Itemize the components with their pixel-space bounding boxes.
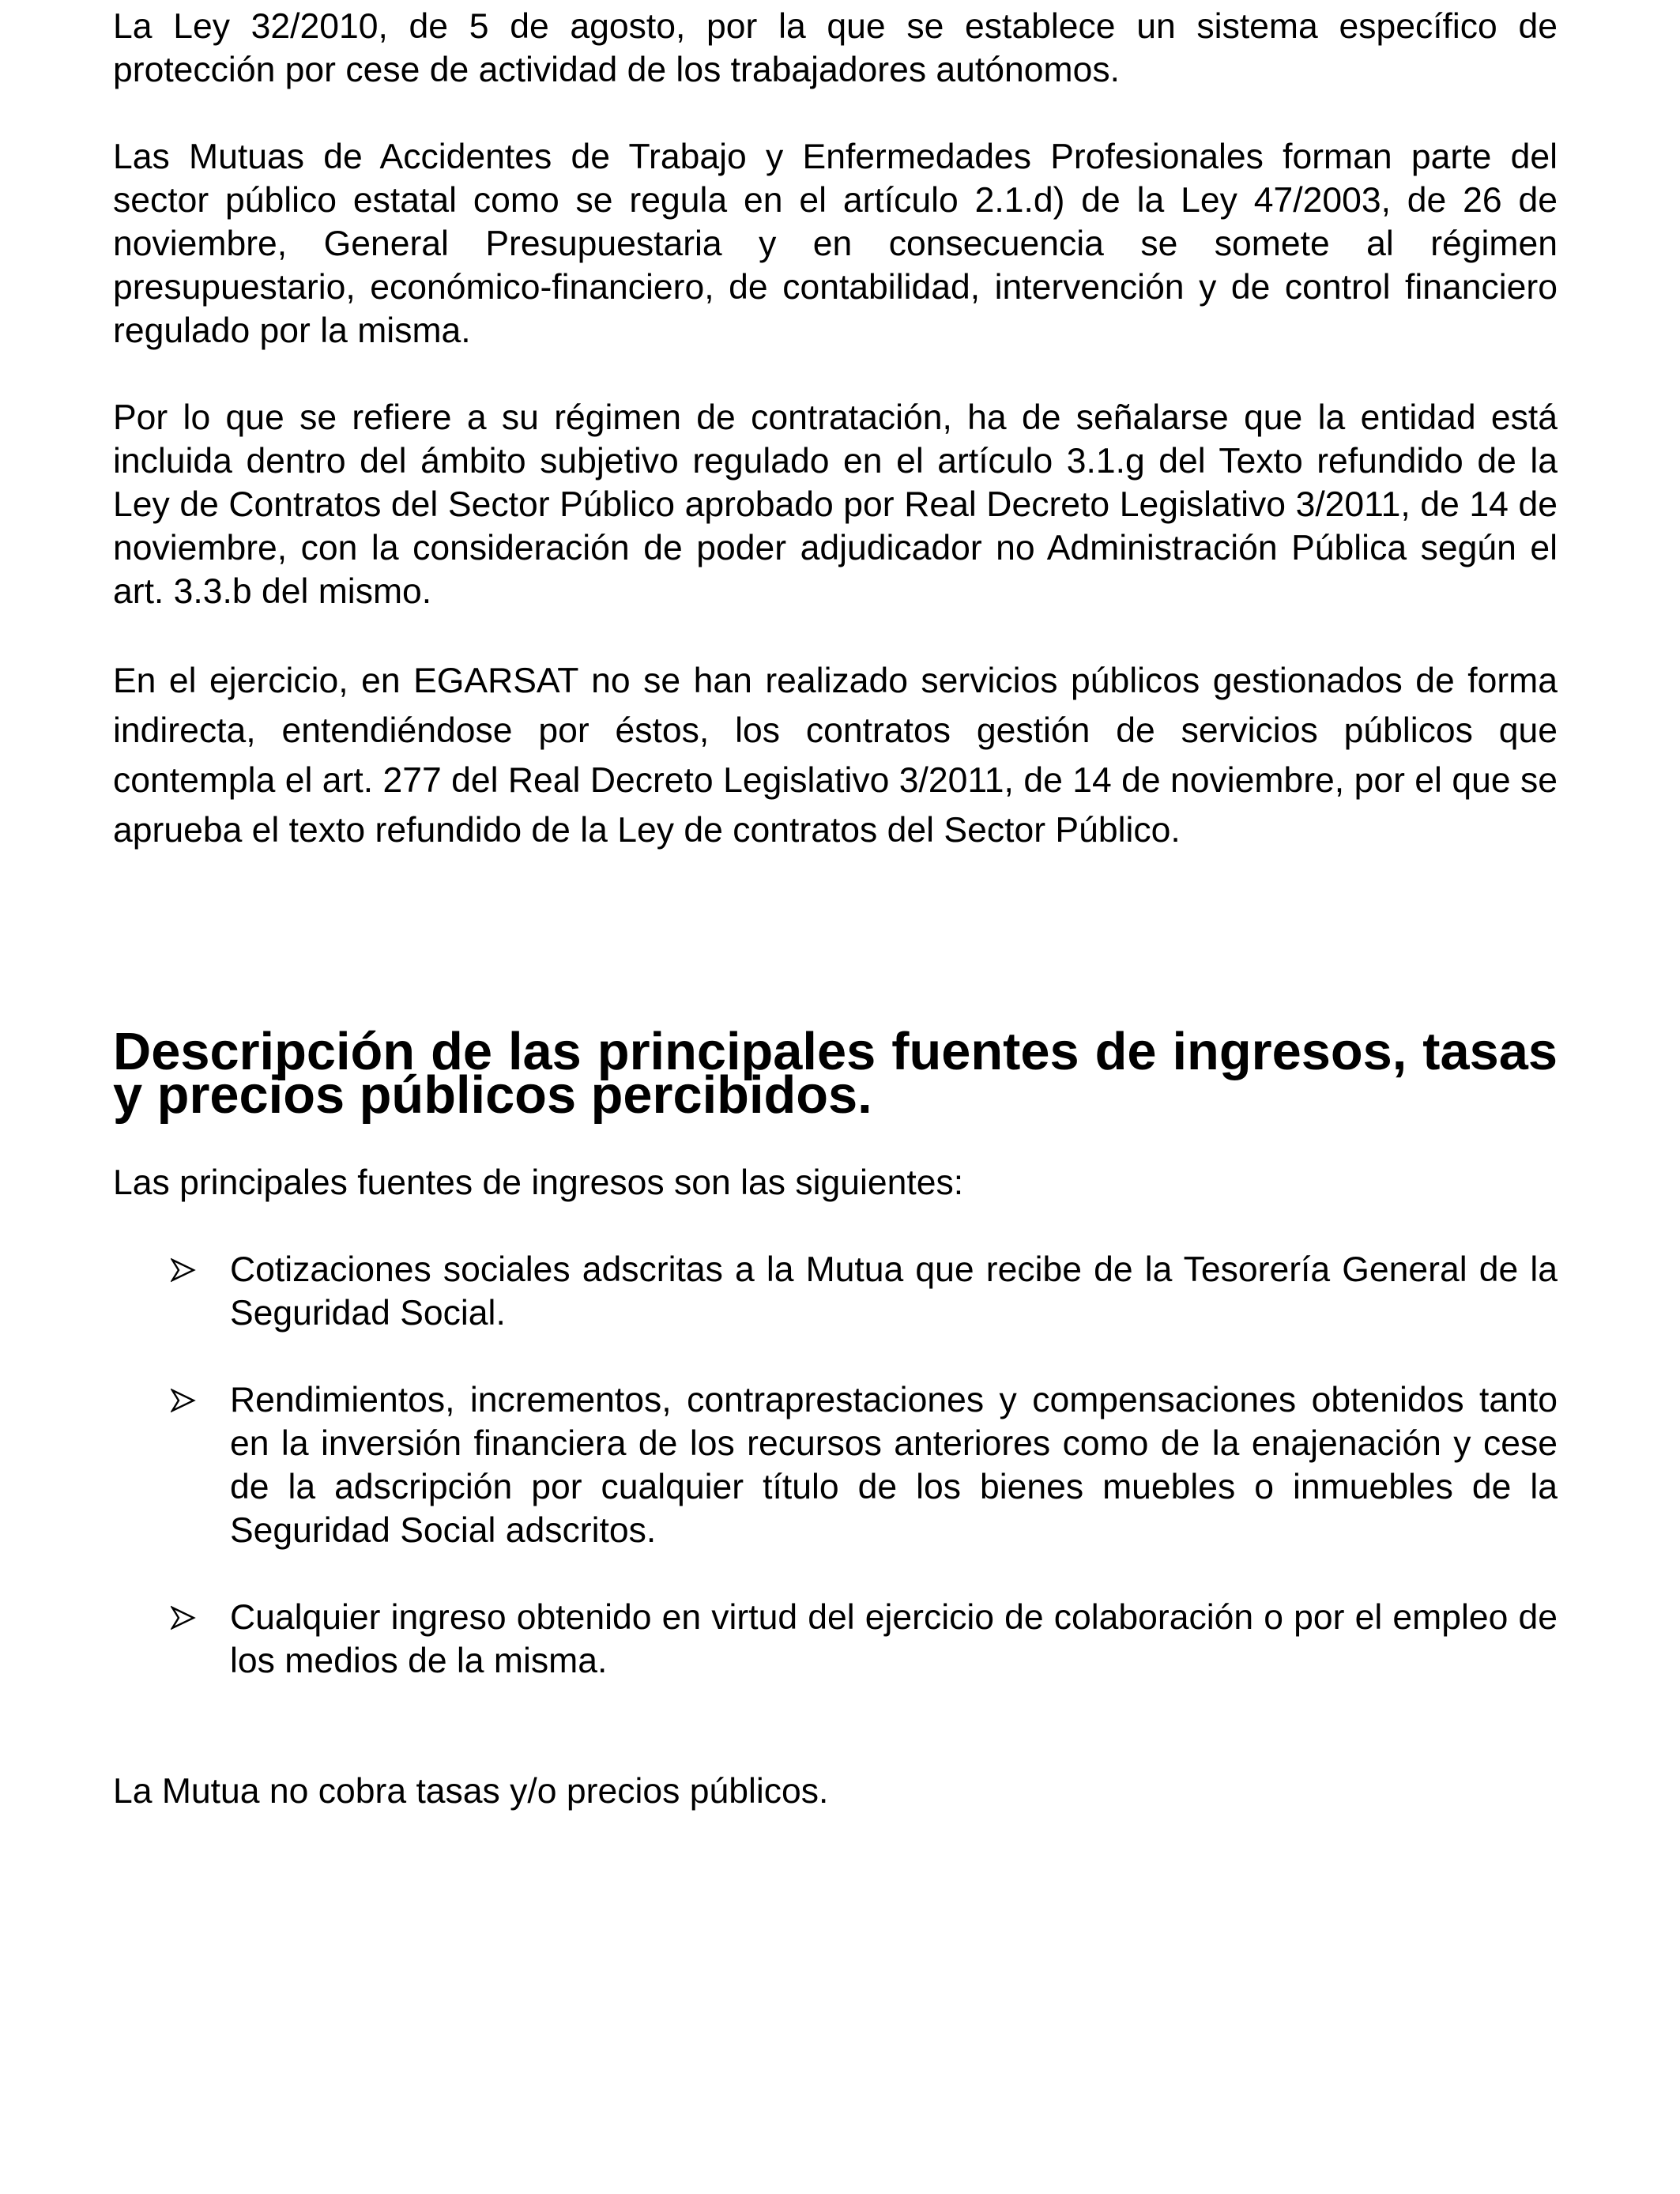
list-item-text: Cualquier ingreso obtenido en virtud del ejercicio de colaboración o por el empleo de los medios de la misma. xyxy=(230,1598,1558,1680)
paragraph-sector-publico: Las Mutuas de Accidentes de Trabajo y Enfermedades Profesionales forman parte del sector público estatal como se regula en el artículo 2.1.d) de la Ley 47/2003, de 26 de noviembre, General Presupuestaria y en consecuencia se somete al régimen presupuestario, económico-financiero, de contabilidad, intervención y de control financiero regulado por la misma. xyxy=(113,138,1558,350)
list-item-text: Rendimientos, incrementos, contraprestaciones y compensaciones obtenidos tanto en la inversión financiera de los recursos anteriores como de la enajenación y cese de la adscripción por cualquier título de los bienes muebles o inmuebles de la Seguridad Social adscritos. xyxy=(230,1381,1558,1550)
arrowhead-bullet-icon xyxy=(171,1605,196,1630)
arrowhead-bullet-icon xyxy=(171,1257,196,1283)
income-sources-list xyxy=(113,1248,1558,1683)
closing-statement: La Mutua no cobra tasas y/o precios públicos. xyxy=(113,1772,829,1811)
section-intro: Las principales fuentes de ingresos son las siguientes: xyxy=(113,1163,964,1202)
document-page xyxy=(113,5,1558,1813)
list-item xyxy=(113,1596,1558,1683)
section-heading: Descripción de las principales fuentes de ingresos, tasas y precios públicos percibidos. xyxy=(113,1023,1558,1125)
list-item-text: Cotizaciones sociales adscritas a la Mutua que recibe de la Tesorería General de la Seguridad Social. xyxy=(230,1250,1558,1333)
list-item xyxy=(113,1248,1558,1335)
arrowhead-bullet-icon xyxy=(171,1388,196,1413)
paragraph-regimen-contratacion: Por lo que se refiere a su régimen de contratación, ha de señalarse que la entidad está incluida dentro del ámbito subjetivo regulado en el artículo 3.1.g del Texto refundido de la Ley de Contratos del Sector Público aprobado por Real Decreto Legislativo 3/2011, de 14 de noviembre, con la consideración de poder adjudicador no Administración Pública según el art. 3.3.b del mismo. xyxy=(113,398,1558,611)
paragraph-ley-32-2010: La Ley 32/2010, de 5 de agosto, por la que se establece un sistema específico de protección por cese de actividad de los trabajadores autónomos. xyxy=(113,7,1558,89)
paragraph-servicios-publicos: En el ejercicio, en EGARSAT no se han realizado servicios públicos gestionados de forma indirecta, entendiéndose por éstos, los contratos gestión de servicios públicos que contempla el art. 277 del Real Decreto Legislativo 3/2011, de 14 de noviembre, por el que se aprueba el texto refundido de la Ley de contratos del Sector Público. xyxy=(113,662,1558,850)
list-item xyxy=(113,1378,1558,1552)
